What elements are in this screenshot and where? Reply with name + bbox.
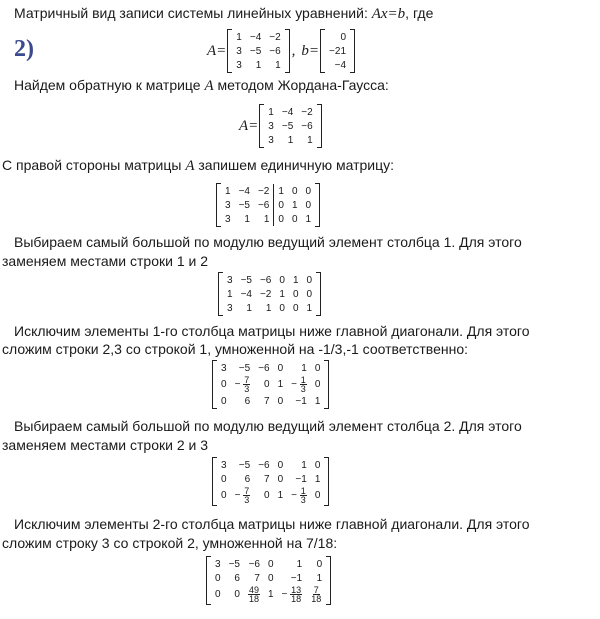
augmented-matrix-5 bbox=[206, 556, 331, 605]
matrix-cell: 1 bbox=[263, 213, 270, 225]
intro-tail: , где bbox=[405, 5, 434, 21]
matrix-cell: 0 bbox=[277, 395, 284, 407]
intro-line bbox=[14, 5, 433, 23]
matrix-row bbox=[217, 458, 324, 472]
matrix-cell: −2 bbox=[257, 185, 270, 197]
matrix-cell: − $\frac{7}{3}$ bbox=[234, 486, 250, 505]
matrix-a-label: A= bbox=[207, 42, 227, 59]
aug4-bracket bbox=[212, 457, 329, 506]
matrix-cell: 1 bbox=[296, 558, 303, 570]
matrix-row bbox=[223, 273, 316, 287]
matrix-cell: 0 bbox=[316, 558, 323, 570]
matrix-cell: −6 bbox=[258, 362, 270, 374]
matrix-cell: 3 bbox=[225, 199, 231, 211]
matrix-cell: 3 bbox=[227, 302, 233, 314]
matrix-cell: 1 bbox=[305, 213, 312, 225]
matrix-row bbox=[223, 301, 316, 315]
augmented-matrix-2 bbox=[218, 272, 321, 316]
matrix-cell: 3 bbox=[221, 362, 227, 374]
matrix-cell: −6 bbox=[248, 558, 260, 570]
matrix-cell: −1 bbox=[290, 572, 303, 584]
matrix-row bbox=[264, 133, 316, 147]
matrix-cell: $\frac{7}{18}$ bbox=[311, 585, 322, 604]
matrix-cell: −5 bbox=[238, 199, 250, 211]
augmented-matrix-1 bbox=[216, 183, 320, 227]
matrix-row bbox=[221, 198, 315, 212]
matrix-cell: −2 bbox=[259, 288, 272, 300]
matrix-row bbox=[232, 30, 284, 44]
step-identity-post: запишем единичную матрицу: bbox=[194, 157, 394, 173]
aug3-bracket bbox=[212, 360, 329, 409]
matrix-cell: 0 bbox=[306, 274, 313, 286]
matrix-cell: −6 bbox=[257, 199, 270, 211]
matrix-cell: −5 bbox=[281, 120, 294, 132]
matrix-cell: 0 bbox=[221, 395, 227, 407]
matrix-cell: −21 bbox=[329, 45, 347, 57]
matrix-row bbox=[232, 44, 284, 58]
matrix-row bbox=[211, 571, 326, 585]
matrix-cell: −6 bbox=[258, 459, 270, 471]
matrix-cell: 1 bbox=[316, 572, 323, 584]
matrix-cell: 0 bbox=[274, 212, 288, 226]
matrix-cell: −2 bbox=[301, 106, 313, 118]
matrix-cell: 1 bbox=[277, 490, 284, 501]
aug5-bracket bbox=[206, 556, 331, 605]
step-inverse-var: A bbox=[204, 78, 214, 94]
matrix-cell: $\frac{49}{18}$ bbox=[248, 585, 259, 604]
matrix-cell: 3 bbox=[268, 134, 274, 146]
matrix-cell: 0 bbox=[314, 362, 321, 374]
matrix-row bbox=[211, 585, 326, 604]
matrix-cell: 0 bbox=[279, 274, 285, 286]
matrix-cell: −2 bbox=[269, 31, 281, 43]
matrix-cell: 3 bbox=[236, 59, 242, 71]
matrix-cell: −4 bbox=[281, 106, 294, 118]
step4-line2: сложим строку 3 со строкой 2, умноженной на 7/18: bbox=[2, 535, 338, 551]
matrix-cell: 3 bbox=[268, 120, 274, 132]
matrix-cell: 1 bbox=[307, 134, 313, 146]
intro-equation: Ax=b bbox=[371, 6, 406, 22]
matrix-cell: 0 bbox=[340, 31, 347, 43]
matrix-cell: 0 bbox=[291, 213, 298, 225]
matrix-cell: 7 bbox=[264, 473, 270, 485]
step2-line2: сложим строки 2,3 со строкой 1, умноженной на -1/3,-1 соответственно: bbox=[2, 341, 468, 357]
matrix-a bbox=[227, 29, 289, 73]
matrix-cell: −5 bbox=[238, 362, 251, 374]
matrix-cell: −4 bbox=[334, 59, 347, 71]
matrix-row bbox=[217, 375, 324, 394]
matrix-cell: 0 bbox=[305, 185, 312, 197]
augmented-matrix-4 bbox=[212, 457, 329, 506]
step-identity-text bbox=[2, 157, 394, 175]
step1-line2: заменяем местами строки 1 и 2 bbox=[2, 253, 209, 269]
matrix-row bbox=[221, 184, 315, 198]
matrix-cell: 0 bbox=[314, 490, 321, 501]
matrix-cell: 0 bbox=[274, 198, 288, 212]
matrix-cell: 1 bbox=[314, 395, 321, 407]
matrix-cell: 0 bbox=[305, 199, 312, 211]
matrix-cell: 6 bbox=[244, 473, 251, 485]
matrix-cell: 0 bbox=[215, 589, 221, 600]
matrix-row bbox=[211, 557, 326, 571]
matrix-cell: 1 bbox=[314, 473, 321, 485]
matrix-cell: 0 bbox=[314, 379, 321, 390]
matrix-cell: 3 bbox=[225, 213, 231, 225]
matrix-cell: 3 bbox=[221, 459, 227, 471]
matrix-cell: 0 bbox=[292, 302, 299, 314]
matrix-cell: 1 bbox=[274, 184, 288, 198]
matrix-cell: 1 bbox=[306, 302, 313, 314]
matrix-cell: 0 bbox=[291, 185, 298, 197]
matrix-cell: 1 bbox=[291, 199, 298, 211]
step-identity-pre: С правой стороны матрицы bbox=[2, 157, 186, 173]
matrix-cell: −5 bbox=[249, 45, 262, 57]
matrix-cell: 0 bbox=[277, 459, 284, 471]
matrix-cell: 3 bbox=[236, 45, 242, 57]
step3-line2: заменяем местами строки 2 и 3 bbox=[2, 437, 209, 453]
step-inverse-text bbox=[14, 77, 389, 95]
matrix-cell: − $\frac{13}{18}$ bbox=[281, 585, 302, 604]
step1-line1: Выбираем самый большой по модулю ведущий элемент столбца 1. Для этого bbox=[14, 234, 522, 250]
matrix-cell: 1 bbox=[255, 59, 262, 71]
matrix-cell: 1 bbox=[287, 134, 294, 146]
matrix-cell: 1 bbox=[275, 59, 281, 71]
matrix-cell: 1 bbox=[279, 288, 285, 300]
matrix-cell: 0 bbox=[267, 572, 274, 584]
matrix-cell: 1 bbox=[236, 31, 242, 43]
matrix-cell: 0 bbox=[292, 288, 299, 300]
matrix-cell: −6 bbox=[259, 274, 272, 286]
aug1-bracket bbox=[216, 183, 320, 227]
comma: , bbox=[291, 42, 296, 59]
matrix-cell: −1 bbox=[295, 473, 307, 485]
matrix-a-repeat bbox=[239, 104, 322, 148]
matrix-cell: 0 bbox=[264, 379, 270, 390]
step3-line1: Выбираем самый большой по модулю ведущий элемент столбца 2. Для этого bbox=[14, 418, 522, 434]
matrix-cell: 7 bbox=[254, 572, 260, 584]
matrix-cell: −5 bbox=[238, 459, 251, 471]
matrix-cell: 3 bbox=[215, 558, 221, 570]
matrix-cell: 0 bbox=[306, 288, 313, 300]
matrix-cell: 1 bbox=[227, 288, 233, 300]
matrix-row bbox=[264, 119, 316, 133]
matrix-cell: 0 bbox=[234, 589, 240, 600]
matrix-cell: 1 bbox=[301, 459, 307, 471]
matrix-row bbox=[217, 361, 324, 375]
matrix-cell: 1 bbox=[292, 274, 299, 286]
matrix-cell: 0 bbox=[264, 490, 270, 501]
matrix-a-2 bbox=[259, 104, 321, 148]
matrix-cell: − $\frac{1}{3}$ bbox=[291, 375, 306, 394]
matrix-cell: 0 bbox=[221, 473, 227, 485]
matrix-cell: −4 bbox=[249, 31, 262, 43]
vector-b bbox=[320, 29, 355, 73]
step-inverse-post: методом Жордана-Гаусса: bbox=[213, 77, 389, 93]
matrix-cell: 0 bbox=[267, 558, 274, 570]
matrix-row bbox=[221, 212, 315, 226]
matrix-cell: −5 bbox=[240, 274, 252, 286]
matrix-cell: −4 bbox=[240, 288, 252, 300]
matrix-cell: 1 bbox=[265, 302, 272, 314]
equation-a-b bbox=[207, 29, 355, 73]
matrix-cell: 1 bbox=[301, 362, 307, 374]
matrix-cell: 1 bbox=[246, 302, 252, 314]
intro-text: Матричный вид записи системы линейных уравнений: bbox=[14, 5, 372, 21]
matrix-row bbox=[217, 394, 324, 408]
matrix-cell: 0 bbox=[221, 490, 227, 501]
matrix-cell: − $\frac{7}{3}$ bbox=[234, 375, 250, 394]
matrix-row bbox=[325, 30, 350, 44]
matrix-cell: 1 bbox=[225, 185, 231, 197]
step-identity-var: A bbox=[185, 158, 195, 174]
matrix-cell: − $\frac{1}{3}$ bbox=[291, 486, 306, 505]
matrix-cell: 0 bbox=[221, 379, 227, 390]
matrix-row bbox=[232, 58, 284, 72]
matrix-cell: 3 bbox=[227, 274, 233, 286]
augmented-matrix-3 bbox=[212, 360, 329, 409]
matrix-cell: 6 bbox=[234, 572, 240, 584]
matrix-cell: −6 bbox=[301, 120, 313, 132]
matrix-row bbox=[325, 58, 350, 72]
aug2-bracket bbox=[218, 272, 321, 316]
problem-number: 2) bbox=[14, 36, 34, 62]
matrix-cell: 1 bbox=[244, 213, 250, 225]
matrix-row bbox=[325, 44, 350, 58]
matrix-cell: 0 bbox=[277, 473, 284, 485]
matrix-row bbox=[217, 486, 324, 505]
matrix-cell: 6 bbox=[244, 395, 251, 407]
matrix-cell: 1 bbox=[268, 106, 274, 118]
step4-line1: Исключим элементы 2-го столбца матрицы ниже главной диагонали. Для этого bbox=[14, 516, 530, 532]
matrix-cell: −6 bbox=[269, 45, 281, 57]
matrix-cell: −4 bbox=[238, 185, 250, 197]
matrix-cell: 1 bbox=[277, 379, 284, 390]
matrix-row bbox=[217, 472, 324, 486]
matrix-cell: −1 bbox=[295, 395, 307, 407]
matrix-cell: 0 bbox=[215, 572, 221, 584]
matrix-row bbox=[264, 105, 316, 119]
step2-line1: Исключим элементы 1-го столбца матрицы ниже главной диагонали. Для этого bbox=[14, 323, 530, 339]
step-inverse-pre: Найдем обратную к матрице bbox=[14, 77, 205, 93]
vector-b-label: b= bbox=[301, 42, 320, 59]
matrix-cell: 7 bbox=[264, 395, 270, 407]
matrix-cell: 1 bbox=[267, 589, 274, 600]
matrix-cell: −5 bbox=[228, 558, 240, 570]
matrix-cell: 0 bbox=[314, 459, 321, 471]
matrix-row bbox=[223, 287, 316, 301]
matrix-cell: 0 bbox=[277, 362, 284, 374]
matrix-a-label-2: A= bbox=[239, 117, 259, 134]
matrix-cell: 0 bbox=[279, 302, 285, 314]
